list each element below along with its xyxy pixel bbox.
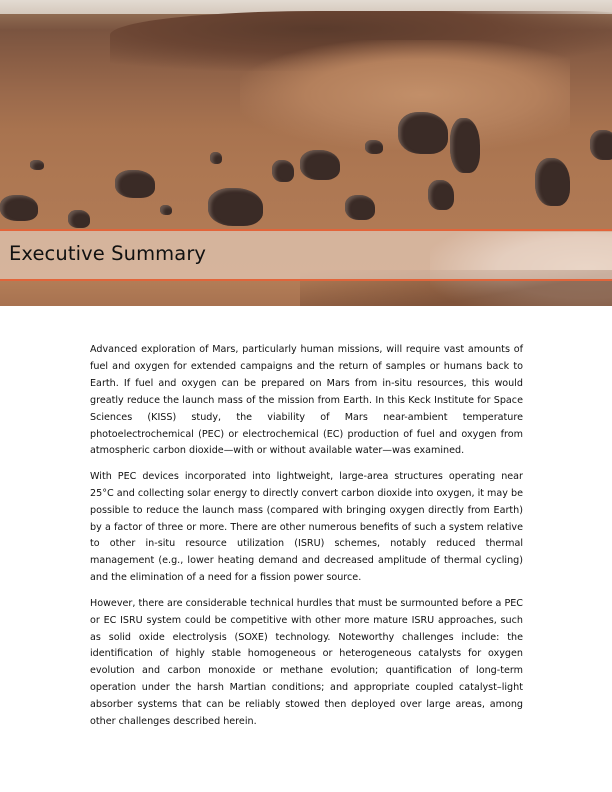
rock — [272, 160, 294, 182]
section-banner — [0, 229, 612, 281]
rock — [398, 112, 448, 154]
paragraph-benefits: With PEC devices incorporated into lightweight, large-area structures operating near 25°C and collecting solar energy to directly convert carbon dioxide into oxygen, it may be possible to reduce the launch mass (compared with bringing oxygen directly from Earth) by a factor of three or more. There are other numerous benefits of such a system relative to other in-situ resource utilization (ISRU) schemes, notably reduced thermal management (e.g., lower heating demand and decreased amplitude of thermal cycling) and the elimination of a need for a fission power source. — [90, 470, 523, 584]
rock — [210, 152, 222, 164]
rock — [450, 118, 480, 173]
rock — [590, 130, 612, 160]
paragraph-intro: Advanced exploration of Mars, particularly human missions, will require vast amounts of fuel and oxygen for extended campaigns and the return of samples or humans back to Earth. If fuel and oxygen can be prepared on Mars from in-situ resources, this would greatly reduce the launch mass of the mission from Earth. In this Keck Institute for Space Sciences (KISS) study, the viability of Mars near-ambient temperature photoelectrochemical (PEC) or electrochemical (EC) production of fuel and oxygen from atmospheric carbon dioxide—with or without available water—was examined. — [90, 344, 523, 457]
rock — [208, 188, 263, 226]
section-title: Executive Summary — [9, 242, 207, 265]
rock — [428, 180, 454, 210]
rock — [68, 210, 90, 228]
rock — [0, 195, 38, 221]
rock — [115, 170, 155, 198]
mars-landscape-header-image — [0, 0, 612, 306]
rock — [535, 158, 570, 206]
rock — [30, 160, 44, 170]
rock — [345, 195, 375, 220]
rock — [300, 150, 340, 180]
paragraph-challenges: However, there are considerable technical hurdles that must be surmounted before a PEC or EC ISRU system could be competitive with other more mature ISRU approaches, such as solid oxide electrolysis (SOXE) technology. Noteworthy challenges include: the identification of highly stable homogeneous or heterogeneous catalysts for oxygen evolution and carbon monoxide or methane evolution; quantification of long-term operation under the harsh Martian conditions; and appropriate coupled catalyst–light absorber systems that can be reliably stowed then deployed over large areas, among other challenges described herein. — [90, 597, 523, 728]
executive-summary-body — [90, 342, 523, 739]
rock — [365, 140, 383, 154]
rock — [160, 205, 172, 215]
